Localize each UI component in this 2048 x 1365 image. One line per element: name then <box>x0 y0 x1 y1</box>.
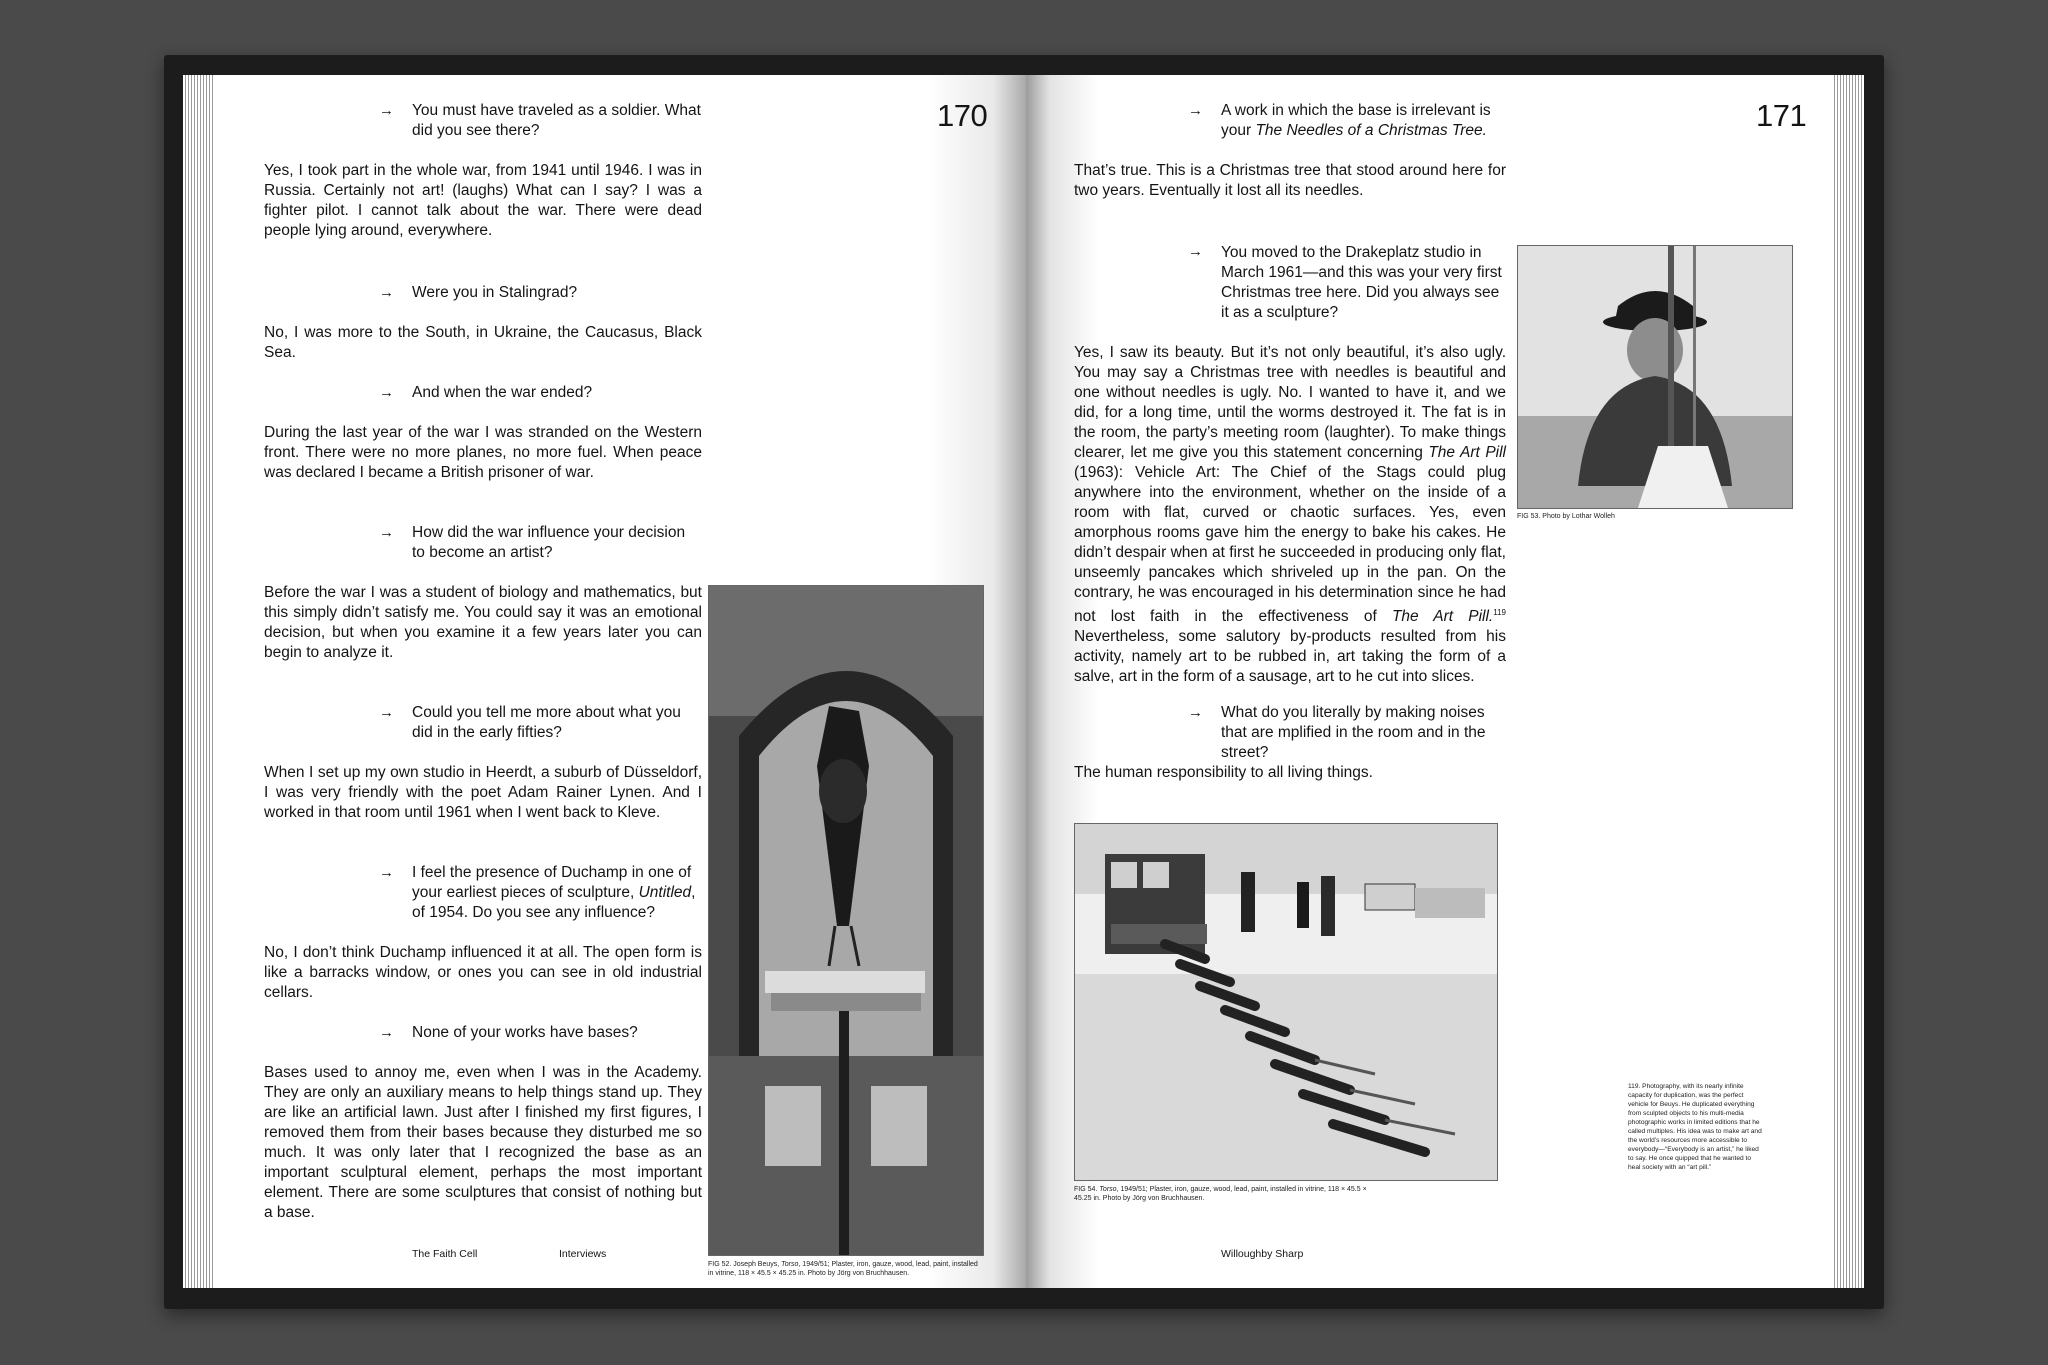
question: → Were you in Stalingrad? <box>379 284 578 301</box>
answer: Yes, I saw its beauty. But it’s not only beautiful, it’s also ugly. You may say a Christmas tree with needles is beautiful and one without needles is ugly. No. I wanted to have it, and we did, for a long time, until the worms destroyed it. The fat is in the room, the party’s meeting room (laughter). To make things clearer, let me give you this statement concerning The Art Pill (1963): Vehicle Art: The Chief of the Stags could plug anywhere into the environment, whether on the inside of a room with flat, curved or chaotic surfaces. Yes, even amorphous rooms gave him the energy to bake his cakes. He didn’t despair when at first he succeeded in producing only flat, unseemly pancakes which shriveled up in the pan. On the contrary, he was encouraged in his determination since he had not lost faith in the effectiveness of The Art Pill.$^{119}$ Nevertheless, some salutory by-products resulted from his activity, namely art to be rubbed in, art taking the form of a salve, art in the form of a sausage, art to he cut into slices. <box>1074 344 1506 686</box>
arrow-icon: → <box>379 384 394 401</box>
answer: Yes, I took part in the whole war, from 1941 until 1946. I was in Russia. Certainly not art! (laughs) What can I say? I was a fighter pilot. I cannot talk about the war. There were dead people lying around, everywhere. <box>264 162 702 239</box>
arrow-icon: → <box>1188 243 1203 260</box>
fig52-photo <box>708 585 984 1256</box>
arrow-icon: → <box>379 524 394 541</box>
footer-section: Interviews <box>559 1248 607 1260</box>
answer: No, I was more to the South, in Ukraine, the Caucasus, Black Sea. <box>264 324 702 361</box>
arrow-icon: → <box>379 704 394 721</box>
arrow-icon: → <box>379 864 394 881</box>
fig54-caption: FIG 54. Torso, 1949/51; Plaster, iron, gauze, wood, lead, paint, installed in vitrine, 118 × 45.5 × 45.25 in. Photo by Jörg von Bruchhausen. <box>1074 1186 1367 1202</box>
question: → I feel the presence of Duchamp in one of your earliest pieces of sculpture, Untitled, of 1954. Do you see any influence? <box>379 864 696 921</box>
page-number: 171 <box>1756 98 1807 133</box>
fig53-photo <box>1517 245 1793 509</box>
page-edges-left <box>183 75 213 1288</box>
torso-sculpture-image <box>709 586 983 1255</box>
arrow-icon: → <box>379 284 394 301</box>
answer: No, I don’t think Duchamp influenced it at all. The open form is like a barracks window, or ones you can see in old industrial cellars. <box>264 944 702 1001</box>
page-edges-right <box>1834 75 1864 1288</box>
the-pack-installation-image <box>1075 824 1497 1180</box>
arrow-icon: → <box>1188 102 1203 119</box>
fig53-caption: FIG 53. Photo by Lothar Wolleh <box>1517 513 1615 520</box>
fig54-photo <box>1074 823 1498 1181</box>
answer: Bases used to annoy me, even when I was in the Academy. They are only an auxiliary means to help things stand up. They are like an artificial lawn. Just after I finished my first figures, I removed them from their bases because they disturbed me so much. It was only later that I recognized the base as an important sculptural element, perhaps the most important element. There are some sculptures that consist of nothing but a base. <box>264 1064 702 1221</box>
question: You moved to the Drakeplatz studio in March 1961—and this was your very first Christmas tree here. Did you always see it as a sculpture? <box>1221 244 1502 321</box>
footer-author: Willoughby Sharp <box>1221 1248 1304 1260</box>
answer: When I set up my own studio in Heerdt, a suburb of Düsseldorf, I was very friendly with the poet Adam Rainer Lynen. And I worked in that room until 1961 when I went back to Kleve. <box>264 764 702 821</box>
page-number: 170 <box>937 98 988 133</box>
question: → How did the war influence your decision to become an artist? <box>379 524 686 561</box>
answer: Before the war I was a student of biology and mathematics, but this simply didn’t satisfy me. You could say it was an emotional decision, but when you examine it a few years later you can begin to analyze it. <box>264 584 702 661</box>
answer: The human responsibility to all living things. <box>1074 764 1373 781</box>
fig52-caption: FIG 52. Joseph Beuys, Torso, 1949/51; Plaster, iron, gauze, wood, lead, paint, installed in vitrine, 118 × 45.5 × 45.25 in. Photo by Jörg von Bruchhausen. <box>708 1261 978 1277</box>
arrow-icon: → <box>379 1024 394 1041</box>
answer: That’s true. This is a Christmas tree that stood around here for two years. Eventually it lost all its needles. <box>1074 162 1506 199</box>
footnote-119: 119. Photography, with its nearly infinite capacity for duplication, was the perfect vehicle for Beuys. He duplicated everything from sculpted objects to his multi-media photographic works in limited editions that he called multiples. His idea was to make art and the world’s resources more accessible to everybody—“Everybody is an artist,” he liked to say. He once quipped that he wanted to heal society with an “art pill.” <box>1628 1083 1762 1171</box>
question: → Could you tell me more about what you did in the early fifties? <box>379 704 681 741</box>
question: → What do you literally by making noises that are mplified in the room and in the street? <box>1188 704 1486 761</box>
left-page <box>213 75 1026 1288</box>
question: → A work in which the base is irrelevant is your The Needles of a Christmas Tree. <box>1188 102 1491 139</box>
right-page <box>1026 75 1834 1288</box>
question: → None of your works have bases? <box>379 1024 638 1041</box>
arrow-icon: → <box>379 102 394 119</box>
question: → You must have traveled as a soldier. What did you see there? <box>379 102 701 139</box>
answer: During the last year of the war I was stranded on the Western front. There were no more planes, no more fuel. When peace was declared I became a British prisoner of war. <box>264 424 702 481</box>
footer-book-title: The Faith Cell <box>412 1248 478 1260</box>
arrow-icon: → <box>1188 704 1203 721</box>
portrait-image <box>1518 246 1792 508</box>
question: → And when the war ended? <box>379 384 593 401</box>
